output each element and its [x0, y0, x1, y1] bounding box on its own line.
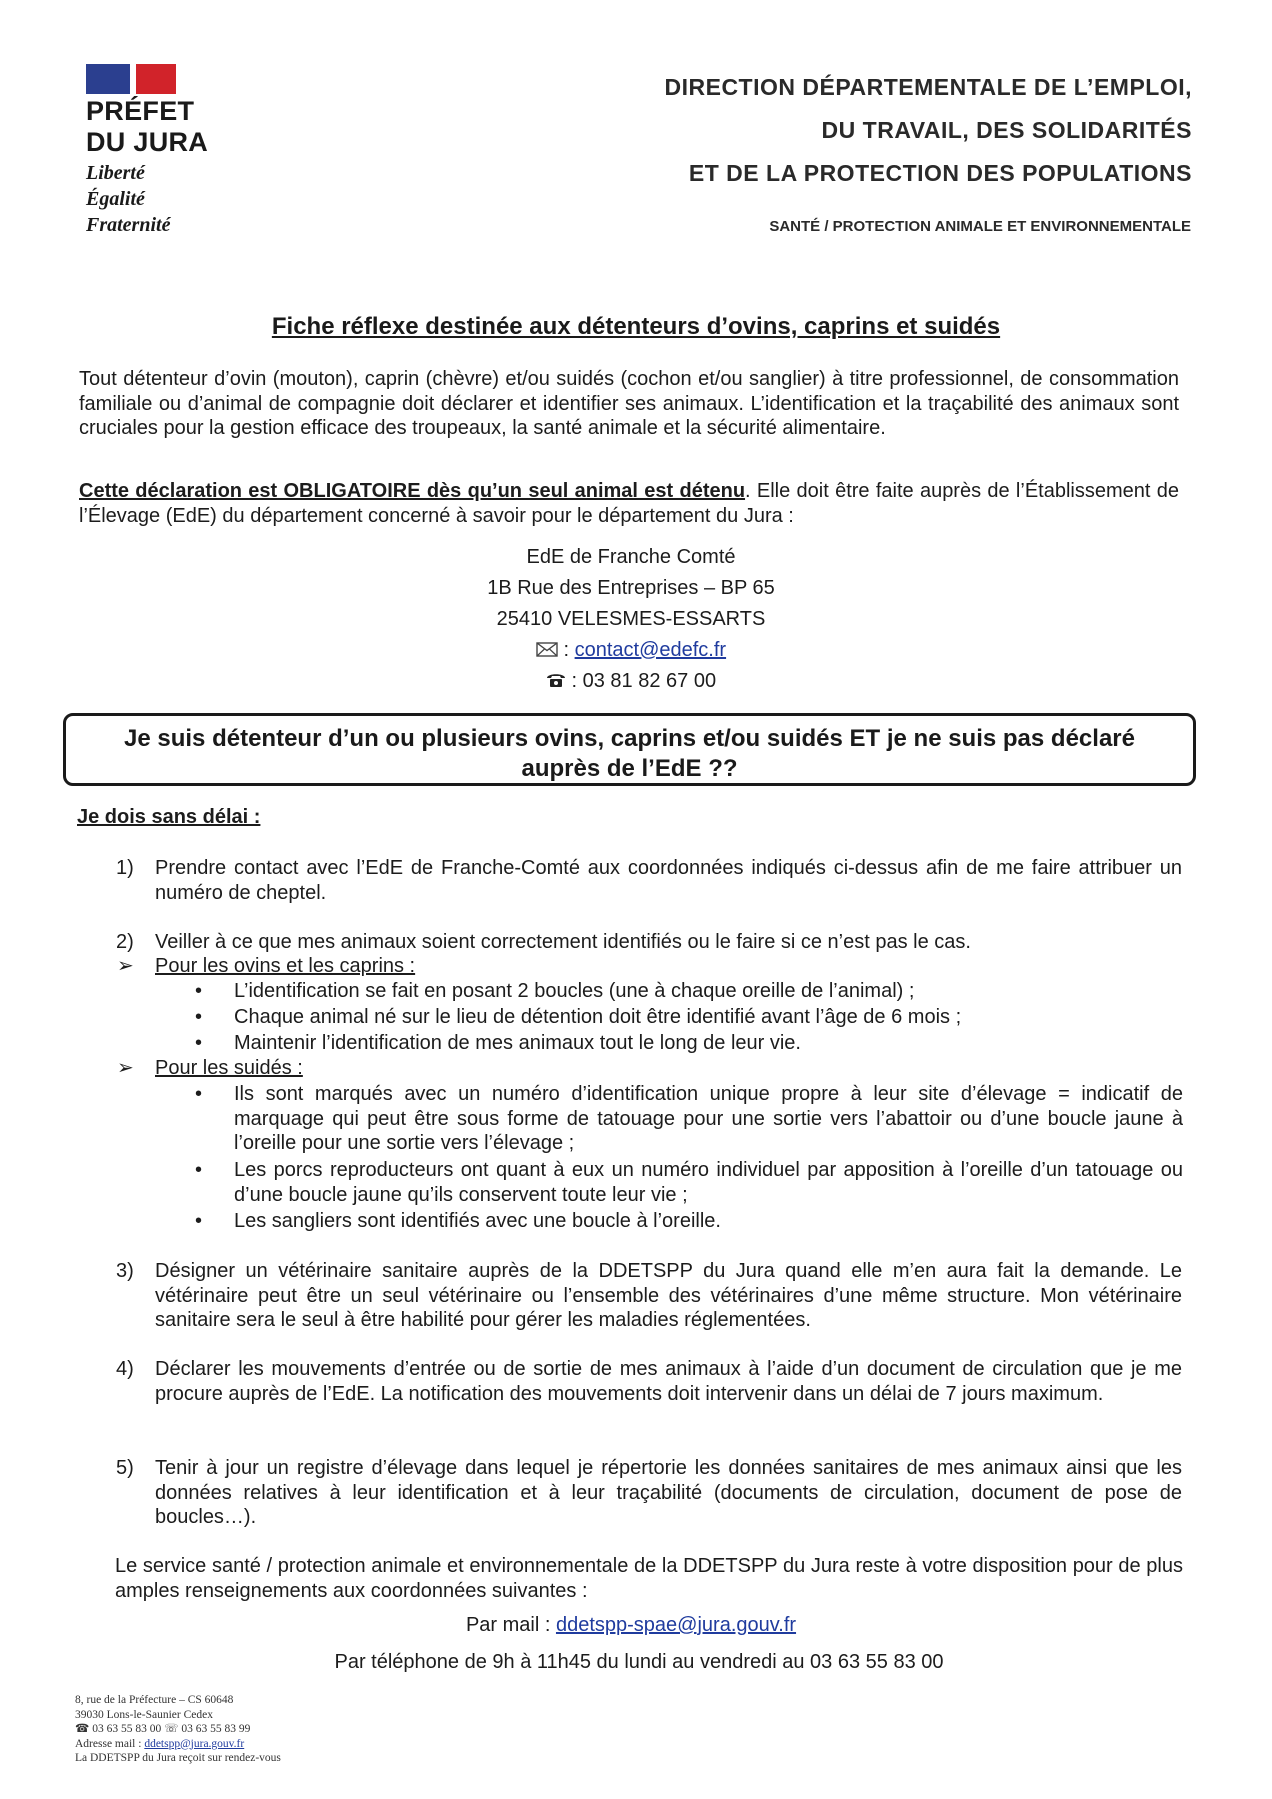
step-item: 3) Désigner un vétérinaire sanitaire auprès de la DDETSPP du Jura quand elle m’en aura fait la demande. Le vétérinaire peut être un seul vétérinaire ou l’ensemble des vétérinaires d’une même structure. Mon vétérinaire sanitaire sera le seul à être habilité pour gérer les maladies réglementées.	[116, 1260, 1182, 1331]
telephone-icon: ☎	[75, 1723, 90, 1735]
direction-name: DIRECTION DÉPARTEMENTALE DE L’EMPLOI, DU TRAVAIL, DES SOLIDARITÉS ET DE LA PROTECTION DES POPULATIONS	[664, 74, 1192, 186]
bullet-icon: •	[195, 1083, 203, 1105]
callout-box: Je suis détenteur d’un ou plusieurs ovins, caprins et/ou suidés ET je ne suis pas déclaré auprès de l’EdE ??	[63, 713, 1196, 786]
ede-address-2: 25410 VELESMES-ESSARTS	[496, 608, 766, 630]
document-title: Fiche réflexe destinée aux détenteurs d’ovins, caprins et suidés	[271, 313, 1001, 340]
step-item: 2) Veiller à ce que mes animaux soient correctement identifiés ou le faire si ce n’est pas le cas.	[116, 931, 971, 953]
footer-address: 8, rue de la Préfecture – CS 60648 39030 Lons-le-Saunier Cedex ☎ 03 63 55 83 00 ☏ 03 63 55 83 99 Adresse mail : ddetspp@jura.gouv.fr La DDETSPP du Jura reçoit sur rendez-vous	[75, 1694, 281, 1764]
republic-motto: Liberté Égalité Fraternité	[86, 162, 171, 236]
ede-contact-block	[0, 542, 1262, 697]
list-item: • Chaque animal né sur le lieu de détention doit être identifié avant l’âge de 6 mois ;	[195, 1006, 962, 1028]
arrow-bullet-icon: ➢	[117, 955, 134, 977]
list-item: • Les sangliers sont identifiés avec une boucle à l’oreille.	[195, 1210, 721, 1232]
intro-paragraph: Tout détenteur d’ovin (mouton), caprin (chèvre) et/ou suidés (cochon et/ou sanglier) à titre professionnel, de consommation familiale ou d’animal de compagnie doit déclarer et identifier ses animaux. L’identification et la traçabilité des animaux sont cruciales pour la gestion efficace des troupeaux, la santé animale et la sécurité alimentaire.	[79, 368, 1179, 439]
service-name: SANTÉ / PROTECTION ANIMALE ET ENVIRONNEMENTALE	[769, 218, 1191, 235]
prefet-title: PRÉFET DU JURA	[86, 96, 209, 157]
list-item: • Les porcs reproducteurs ont quant à eux un numéro individuel par apposition à l’oreille d’un tatouage ou d’une boucle jaune qu’ils conservent toute leur vie ;	[195, 1159, 1183, 1206]
bullet-icon: •	[195, 1210, 203, 1232]
ede-address-1: 1B Rue des Entreprises – BP 65	[487, 577, 775, 599]
bullet-icon: •	[195, 1032, 203, 1054]
fax-icon: ☏	[164, 1723, 179, 1735]
mail-line: Par mail : ddetspp-spae@jura.gouv.fr	[465, 1614, 797, 1636]
prefet-logo	[86, 64, 236, 238]
list-item: • Maintenir l’identification de mes animaux tout le long de leur vie.	[195, 1032, 801, 1054]
spae-email-link[interactable]: ddetspp-spae@jura.gouv.fr	[555, 1614, 797, 1636]
ede-email-line: : contact@edefc.fr	[0, 635, 1262, 666]
marianne-flag-icon	[86, 64, 176, 94]
ede-phone-number: 03 81 82 67 00	[582, 670, 717, 692]
phone-line: Par téléphone de 9h à 11h45 du lundi au vendredi au 03 63 55 83 00	[334, 1651, 944, 1673]
ede-phone-line: : 03 81 82 67 00	[0, 666, 1262, 697]
step-item: 4) Déclarer les mouvements d’entrée ou de sortie de mes animaux à l’aide d’un document de circulation que je me procure auprès de l’EdE. La notification des mouvements doit intervenir dans un délai de 7 jours maximum.	[116, 1358, 1182, 1405]
list-item: • Ils sont marqués avec un numéro d’identification unique propre à leur site d’élevage = indicatif de marquage qui peut être sous forme de tatouage pour une sortie vers l’abattoir ou d’une boucle jaune à l’oreille pour une sortie vers l’élevage ;	[195, 1083, 1183, 1154]
suides-heading: ➢ Pour les suidés :	[117, 1057, 303, 1079]
list-item: • L’identification se fait en posant 2 boucles (une à chaque oreille de l’animal) ;	[195, 980, 915, 1002]
bullet-icon: •	[195, 1159, 203, 1181]
obligation-emphasis: Cette déclaration est OBLIGATOIRE dès qu’un seul animal est détenu	[79, 480, 746, 502]
outro-paragraph: Le service santé / protection animale et environnementale de la DDETSPP du Jura reste à votre disposition pour de plus amples renseignements aux coordonnées suivantes :	[115, 1555, 1183, 1602]
ede-name: EdE de Franche Comté	[526, 546, 736, 568]
ede-email-link[interactable]: contact@edefc.fr	[574, 639, 727, 661]
obligation-paragraph: Cette déclaration est OBLIGATOIRE dès qu’un seul animal est détenu. Elle doit être faite auprès de l’Établissement de l’Élevage (EdE) du département concerné à savoir pour le département du Jura :	[79, 480, 1179, 527]
bullet-icon: •	[195, 1006, 203, 1028]
footer-mail: Adresse mail : ddetspp@jura.gouv.fr	[75, 1737, 245, 1750]
envelope-icon	[536, 639, 564, 661]
must-heading: Je dois sans délai :	[77, 806, 261, 828]
footer-phone-fax: ☎ 03 63 55 83 00 ☏ 03 63 55 83 99	[75, 1723, 251, 1735]
ovins-heading: ➢ Pour les ovins et les caprins :	[117, 955, 416, 977]
telephone-icon	[546, 670, 572, 692]
footer-email-link[interactable]: ddetspp@jura.gouv.fr	[144, 1737, 245, 1750]
step-item: 1) Prendre contact avec l’EdE de Franche-Comté aux coordonnées indiqués ci-dessus afin de me faire attribuer un numéro de cheptel.	[116, 857, 1182, 904]
step-item: 5) Tenir à jour un registre d’élevage dans lequel je répertorie les données sanitaires de mes animaux ainsi que les données relatives à leur identification et à leur traçabilité (documents de circulation, document de pose de boucles…).	[116, 1457, 1182, 1528]
arrow-bullet-icon: ➢	[117, 1057, 134, 1079]
bullet-icon: •	[195, 980, 203, 1002]
